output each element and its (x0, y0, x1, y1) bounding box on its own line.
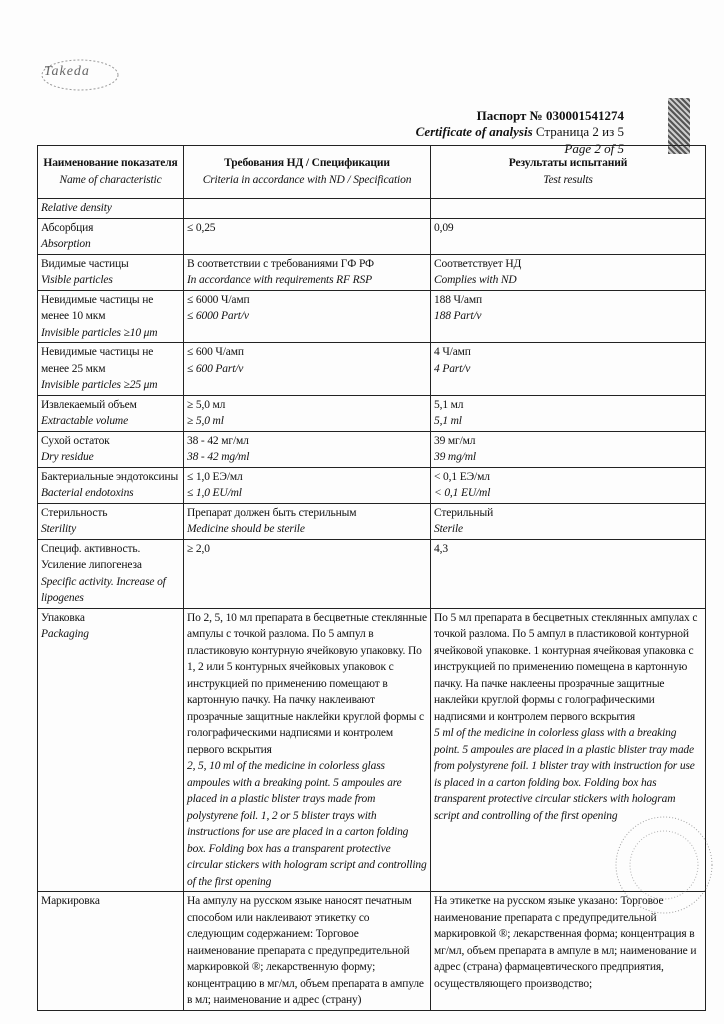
table-row (38, 254, 706, 290)
result-cell-ru: 5,1 мл (434, 398, 464, 411)
name-cell (38, 254, 184, 290)
name-cell-ru: Невидимые частицы не менее 10 мкм (41, 293, 154, 322)
spec-cell-ru: ≤ 1,0 ЕЭ/мл (187, 470, 243, 483)
result-cell-ru: 4,3 (434, 542, 448, 555)
result-cell (431, 290, 706, 343)
spec-cell (184, 608, 431, 892)
name-cell-en: Sterility (41, 523, 77, 535)
column-header-name: Наименование показателя Name of characteristic (38, 146, 184, 199)
result-cell (431, 503, 706, 539)
name-cell-ru: Бактериальные эндотоксины (41, 470, 179, 483)
name-cell-en: Absorption (41, 238, 91, 250)
table-row (38, 199, 706, 219)
spec-cell (184, 467, 431, 503)
name-cell (38, 467, 184, 503)
spec-cell-ru: В соответствии с требованиями ГФ РФ (187, 257, 374, 270)
spec-cell-ru: На ампулу на русском языке наносят печатным способом или наклеивают этикетку со следующим содержанием: Торговое наименование препарата с предупредительной маркировкой ®; лекарственную форму; концентрацию в мг/мл, объем препарата в ампуле в мл; наименование и адрес (страну) (187, 895, 424, 1006)
table-row (38, 343, 706, 396)
result-cell-en: < 0,1 EU/ml (434, 487, 491, 499)
passport-number: Паспорт № 030001541274 (476, 108, 624, 123)
name-cell (38, 395, 184, 431)
spec-cell-ru: ≥ 2,0 (187, 542, 210, 555)
spec-cell-ru: Препарат должен быть стерильным (187, 506, 357, 519)
result-cell (431, 395, 706, 431)
stamp-seal (604, 810, 714, 920)
name-cell-ru: Абсорбция (41, 221, 94, 234)
name-cell (38, 218, 184, 254)
spec-cell-ru: ≤ 6000 Ч/амп (187, 293, 250, 306)
spec-cell-en: In accordance with requirements RF RSP (187, 274, 372, 286)
spec-cell-ru: ≤ 0,25 (187, 221, 216, 234)
result-cell (431, 431, 706, 467)
table-row (38, 539, 706, 608)
name-cell-en: Packaging (41, 628, 89, 640)
name-cell (38, 539, 184, 608)
result-cell-en: Sterile (434, 523, 463, 535)
result-cell-ru: По 5 мл препарата в бесцветных стеклянных ампулах с точкой разлома. По 5 ампул в пластиковой контурной ячейковой упаковке. 1 контурная ячейковая упаковка с инструкцией по применению помещена в картонную пачку. На пачке наклеены прозрачные защитные наклейки круглой формы с голографическими надписями и контролем первого вскрытия (434, 611, 698, 723)
certificate-line: Certificate of analysis Страница 2 из 5 (415, 124, 624, 139)
name-cell-ru: Извлекаемый объем (41, 398, 137, 411)
result-cell-ru: Соответствует НД (434, 257, 522, 270)
result-cell-ru: < 0,1 ЕЭ/мл (434, 470, 490, 483)
result-cell-ru: На этикетке на русском языке указано: Торговое наименование препарата с предупредительной маркировкой ®; лекарственная форма; концентрация в мг/мл, объем препарата в ампуле в мл; наименование и адрес (страна) фармацевтического предприятия, осуществляющего производство; (434, 895, 697, 990)
result-cell-en: 4 Part/v (434, 362, 471, 375)
name-cell-ru: Невидимые частицы не менее 25 мкм (41, 346, 154, 375)
spec-cell (184, 218, 431, 254)
name-cell-ru: Сухой остаток (41, 434, 110, 447)
name-cell (38, 608, 184, 892)
result-cell (431, 218, 706, 254)
name-cell-ru: Упаковка (41, 611, 85, 624)
result-cell (431, 539, 706, 608)
name-cell-ru: Видимые частицы (41, 257, 129, 270)
column-header-results: Результаты испытаний Test results (431, 146, 706, 199)
spec-cell (184, 503, 431, 539)
result-cell (431, 254, 706, 290)
name-cell (38, 892, 184, 1011)
spec-cell-en: Medicine should be sterile (187, 523, 305, 535)
table-row (38, 395, 706, 431)
name-cell-en: Dry residue (41, 451, 94, 463)
name-cell-ru: Специф. активность. Усиление липогенеза (41, 542, 142, 571)
spec-cell-en: 38 - 42 mg/ml (187, 451, 250, 463)
name-cell-en: Relative density (41, 202, 112, 214)
spec-cell-en: ≤ 600 Part/v (187, 362, 244, 375)
spec-cell-en: ≤ 1,0 EU/ml (187, 487, 242, 499)
table-row (38, 503, 706, 539)
table-row (38, 431, 706, 467)
spec-cell (184, 539, 431, 608)
spec-cell (184, 431, 431, 467)
name-cell-en: Invisible particles ≥10 μm (41, 326, 158, 339)
result-cell (431, 199, 706, 219)
column-header-spec: Требования НД / Спецификации Criteria in accordance with ND / Specification (184, 146, 431, 199)
result-cell-en: 39 mg/ml (434, 451, 476, 463)
spec-cell-ru: 38 - 42 мг/мл (187, 434, 249, 447)
name-cell (38, 343, 184, 396)
spec-cell (184, 290, 431, 343)
table-row (38, 290, 706, 343)
result-cell (431, 467, 706, 503)
name-cell-en: Bacterial endotoxins (41, 487, 134, 499)
spec-cell (184, 254, 431, 290)
spec-cell-en: 2, 5, 10 ml of the medicine in colorless glass ampoules with a breaking point. 5 ampoules are placed in a plastic blister trays made from polystyrene foil. 1, 2 or 5 blister trays with instructions for use are placed in a carton folding box. Folding box has a transparent protective circular stickers with hologram script and controlling of the first opening (187, 760, 427, 888)
name-cell-ru: Стерильность (41, 506, 108, 519)
spec-cell (184, 395, 431, 431)
spec-cell-en: ≥ 5,0 ml (187, 415, 224, 427)
result-cell-en: 5 ml of the medicine in colorless glass with a breaking point. 5 ampoules are placed in a plastic blister tray made from polystyrene foil. 1 blister tray with instruction for use is placed in a carton folding box. Folding box has transparent protective circular stickers with hologram script and controlling of the first opening (434, 727, 695, 822)
page-number: Page 2 of 5 (564, 141, 624, 156)
spec-cell-ru: ≤ 600 Ч/амп (187, 346, 244, 358)
spec-cell-ru: По 2, 5, 10 мл препарата в бесцветные стеклянные ампулы с точкой разлома. По 5 ампул в пластиковую контурную ячейковую упаковку. По 1, 2 или 5 контурных ячейковых упаковок с инструкцией по применению помещают в картонную пачку. На пачку наклеивают прозрачные защитные наклейки круглой формы с голографическими надписями и контролем первого вскрытия (187, 611, 427, 756)
result-cell-en: 188 Part/v (434, 310, 482, 322)
name-cell (38, 199, 184, 219)
spec-cell-en: ≤ 6000 Part/v (187, 310, 249, 322)
table-row (38, 218, 706, 254)
result-cell-ru: 39 мг/мл (434, 434, 476, 447)
name-cell-en: Invisible particles ≥25 μm (41, 379, 158, 391)
name-cell-en: Extractable volume (41, 415, 129, 427)
result-cell-en: 5,1 ml (434, 415, 462, 427)
result-cell-ru: 4 Ч/амп (434, 346, 471, 358)
result-cell-en: Complies with ND (434, 274, 517, 286)
name-cell (38, 503, 184, 539)
spec-cell (184, 343, 431, 396)
table-row (38, 467, 706, 503)
result-cell-ru: Стерильный (434, 506, 494, 519)
name-cell-en: Visible particles (41, 274, 113, 286)
result-cell (431, 343, 706, 396)
result-cell-ru: 0,09 (434, 221, 454, 234)
spec-cell (184, 199, 431, 219)
result-cell-ru: 188 Ч/амп (434, 293, 482, 306)
spec-cell-ru: ≥ 5,0 мл (187, 398, 226, 411)
name-cell (38, 431, 184, 467)
spec-cell (184, 892, 431, 1011)
name-cell (38, 290, 184, 343)
logo-text: Takeda (44, 64, 90, 79)
name-cell-en: Specific activity. Increase of lipogenes (41, 575, 166, 604)
name-cell-ru: Маркировка (41, 895, 100, 907)
